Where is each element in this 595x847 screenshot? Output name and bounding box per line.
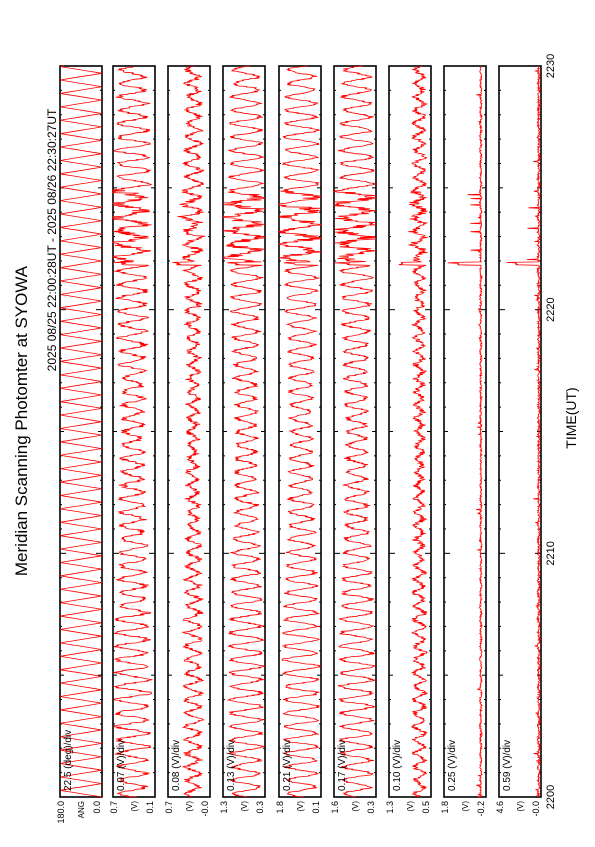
series-trace-channel-3 — [223, 66, 265, 797]
series-trace-channel-2 — [173, 66, 206, 797]
scale-label: 22.5 (deg)/div — [63, 729, 74, 791]
channel-label: (V) — [185, 801, 194, 812]
y-tick-top: 0.7 — [164, 801, 174, 814]
panel-channel-7 — [440, 66, 486, 817]
y-tick-bottom: -0.2 — [476, 801, 486, 817]
chart-title: Meridian Scanning Photomter at SYOWA — [12, 265, 31, 577]
panel-channel-4 — [275, 66, 321, 814]
panel-frame — [389, 66, 431, 797]
y-tick-top: 1.3 — [219, 801, 229, 814]
channel-label: (V) — [406, 801, 415, 812]
channel-label: (V) — [130, 801, 139, 812]
panel-frame — [223, 66, 265, 797]
scale-label: 0.21 (V)/div — [282, 739, 293, 791]
x-tick-label: 2220 — [545, 297, 557, 322]
series-trace-channel-4 — [279, 66, 321, 797]
y-tick-top: 180.0 — [56, 801, 66, 824]
y-tick-top: 0.7 — [109, 801, 119, 814]
panel-channel-3 — [219, 66, 265, 814]
channel-label: ANG — [77, 801, 86, 819]
x-tick-label: 2230 — [545, 53, 557, 79]
scale-label: 0.25 (V)/div — [447, 739, 458, 791]
y-tick-bottom: 0.3 — [255, 801, 265, 814]
panel-channel-2 — [164, 66, 210, 817]
panel-frame — [334, 66, 376, 797]
y-tick-top: 1.3 — [385, 801, 395, 814]
y-tick-bottom: 0.5 — [421, 801, 431, 814]
x-axis-label: TIME(UT) — [563, 387, 579, 449]
scale-label: 0.07 (V)/div — [116, 739, 127, 791]
y-tick-top: 1.8 — [275, 801, 285, 814]
panel-scan-angle — [56, 66, 102, 824]
y-tick-top: 4.6 — [495, 801, 505, 814]
panel-channel-8 — [495, 66, 541, 817]
panels-layer — [56, 54, 557, 824]
channel-label: (V) — [351, 801, 360, 812]
series-trace-channel-1 — [113, 66, 152, 797]
channel-label: (V) — [296, 801, 305, 812]
x-tick-label: 2200 — [545, 784, 557, 810]
y-tick-bottom: 0.0 — [92, 801, 102, 814]
y-tick-bottom: -0.0 — [531, 801, 541, 817]
series-trace-channel-8 — [507, 66, 541, 797]
scale-label: 0.10 (V)/div — [392, 739, 403, 791]
y-tick-bottom: 0.1 — [145, 801, 155, 814]
y-tick-top: 1.6 — [330, 801, 340, 814]
series-trace-channel-6 — [399, 66, 428, 797]
channel-label: (V) — [461, 801, 470, 812]
panel-channel-6 — [385, 66, 431, 814]
scale-label: 0.08 (V)/div — [171, 739, 182, 791]
series-trace-scan-angle — [61, 66, 102, 797]
scale-label: 0.59 (V)/div — [502, 739, 513, 791]
panel-channel-1 — [109, 66, 155, 814]
y-tick-bottom: -0.0 — [200, 801, 210, 817]
scale-label: 0.17 (V)/div — [337, 739, 348, 791]
channel-label: (V) — [240, 801, 249, 812]
y-tick-bottom: 0.1 — [311, 801, 321, 814]
panel-frame — [499, 66, 541, 797]
x-tick-label: 2210 — [545, 541, 557, 566]
y-tick-top: 1.8 — [440, 801, 450, 814]
y-tick-bottom: 0.3 — [366, 801, 376, 814]
scale-label: 0.13 (V)/div — [226, 739, 237, 791]
panel-channel-5 — [330, 66, 376, 814]
series-trace-channel-5 — [334, 66, 376, 797]
chart-subtitle: 2025 08/25 22:00:28UT - 2025 08/26 22:30:27UT — [45, 108, 59, 372]
series-trace-channel-7 — [448, 66, 482, 797]
channel-label: (V) — [516, 801, 525, 812]
panel-frame — [279, 66, 321, 797]
